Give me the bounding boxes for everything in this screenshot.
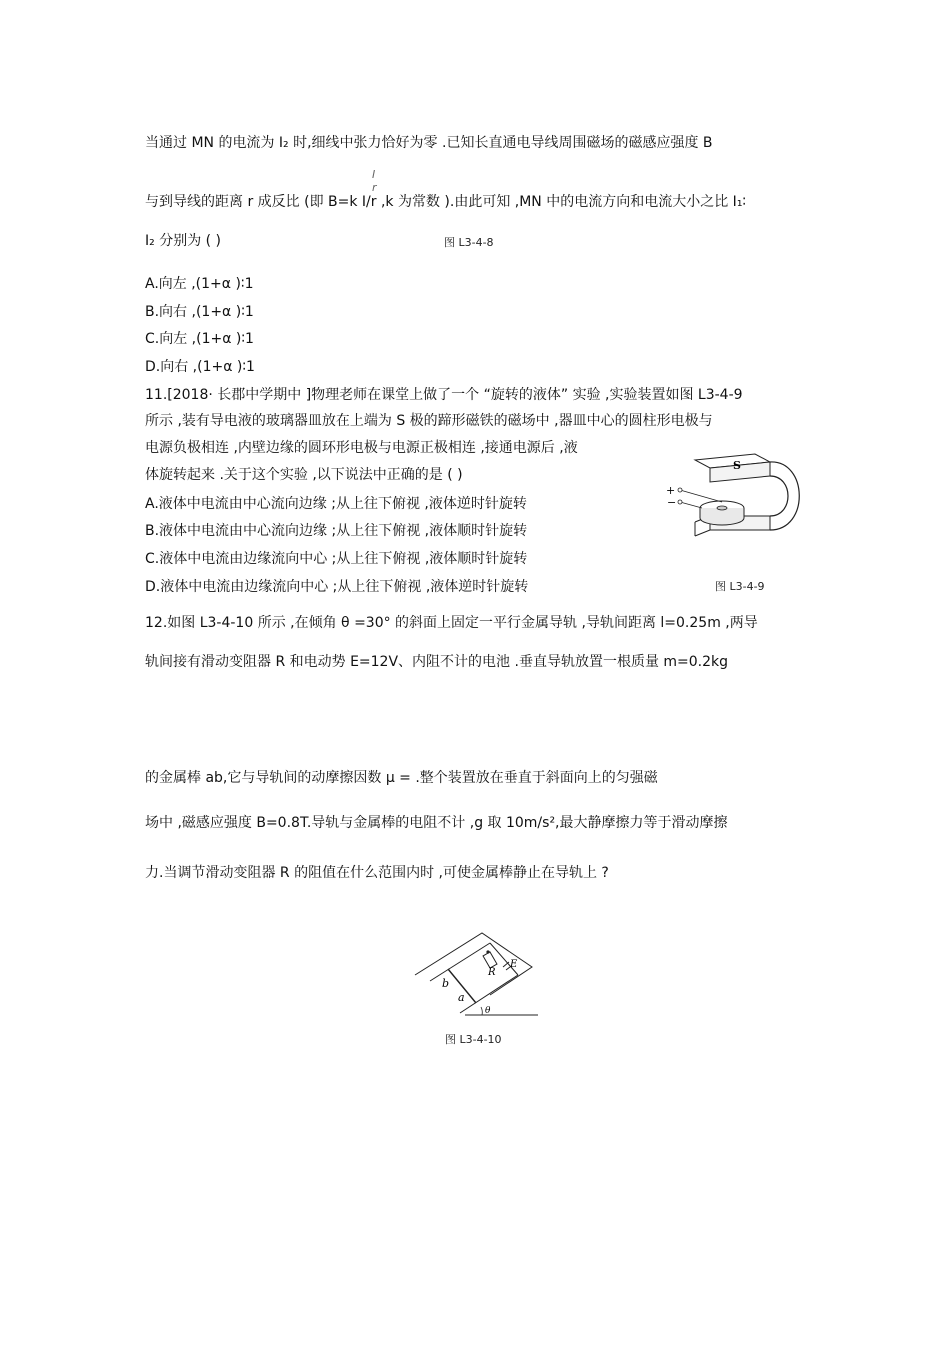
q10-line-2: 与到导线的距离 r 成反比 (即 B=k I/r ,k 为常数 ).由此可知 ,MN 中的电流方向和电流大小之比 I₁∶	[145, 194, 747, 210]
q12-line-3: 的金属棒 ab,它与导轨间的动摩擦因数 μ = .整个装置放在垂直于斜面向上的匀强磁	[145, 770, 658, 786]
q10-option-c: C.向左 ,(1+α )∶1	[145, 331, 254, 347]
q12-line-2: 轨间接有滑动变阻器 R 和电动势 E=12V、内阻不计的电池 .垂直导轨放置一根质量 m=0.2kg	[145, 654, 729, 670]
q11-option-a: A.液体中电流由中心流向边缘 ;从上往下俯视 ,液体逆时针旋转	[145, 496, 527, 512]
label-e: E	[510, 959, 518, 970]
q12-line-4: 场中 ,磁感应强度 B=0.8T.导轨与金属棒的电阻不计 ,g 取 10m/s²,最大静摩擦力等于滑动摩擦	[145, 815, 728, 831]
figure-caption-l3-4-10: 图 L3-4-10	[445, 1033, 502, 1046]
label-theta: θ	[485, 1006, 491, 1016]
figure-caption-l3-4-8: 图 L3-4-8	[444, 236, 494, 249]
q12-line-1: 12.如图 L3-4-10 所示 ,在倾角 θ =30° 的斜面上固定一平行金属导轨 ,导轨间距离 l=0.25m ,两导	[145, 615, 758, 631]
q10-option-d: D.向右 ,(1+α )∶1	[145, 359, 255, 375]
figure-caption-l3-4-9: 图 L3-4-9	[715, 580, 765, 593]
q11-line-1: 11.[2018· 长郡中学期中 ]物理老师在课堂上做了一个 “旋转的液体” 实验 ,实验装置如图 L3-4-9	[145, 387, 743, 403]
label-b: b	[442, 977, 450, 990]
figure-l3-4-9-magnet	[660, 450, 810, 545]
fraction-i-over-r: I r	[372, 168, 377, 194]
label-r: R	[488, 967, 496, 978]
q10-option-a: A.向左 ,(1+α )∶1	[145, 276, 254, 292]
q10-line-1: 当通过 MN 的电流为 I₂ 时,细线中张力恰好为零 .已知长直通电导线周围磁场的磁感应强度 B	[145, 135, 713, 151]
q11-option-c: C.液体中电流由边缘流向中心 ;从上往下俯视 ,液体顺时针旋转	[145, 551, 528, 567]
plus-terminal-label: +	[666, 484, 676, 497]
south-pole-label: S	[733, 459, 741, 472]
q11-line-2: 所示 ,装有导电液的玻璃器皿放在上端为 S 极的蹄形磁铁的磁场中 ,器皿中心的圆柱形电极与	[145, 413, 713, 429]
q12-line-5: 力.当调节滑动变阻器 R 的阻值在什么范围内时 ,可使金属棒静止在导轨上 ?	[145, 865, 609, 881]
q11-option-d: D.液体中电流由边缘流向中心 ;从上往下俯视 ,液体逆时针旋转	[145, 579, 529, 595]
figure-l3-4-10-incline	[410, 925, 540, 1017]
q10-line-3: I₂ 分别为 ( )	[145, 233, 222, 249]
q11-line-4: 体旋转起来 .关于这个实验 ,以下说法中正确的是 ( )	[145, 467, 463, 483]
minus-terminal-label: −	[667, 496, 677, 509]
q10-option-b: B.向右 ,(1+α )∶1	[145, 304, 254, 320]
q11-line-3: 电源负极相连 ,内壁边缘的圆环形电极与电源正极相连 ,接通电源后 ,液	[145, 440, 578, 456]
label-a: a	[458, 991, 465, 1004]
q11-option-b: B.液体中电流由中心流向边缘 ;从上往下俯视 ,液体顺时针旋转	[145, 523, 528, 539]
